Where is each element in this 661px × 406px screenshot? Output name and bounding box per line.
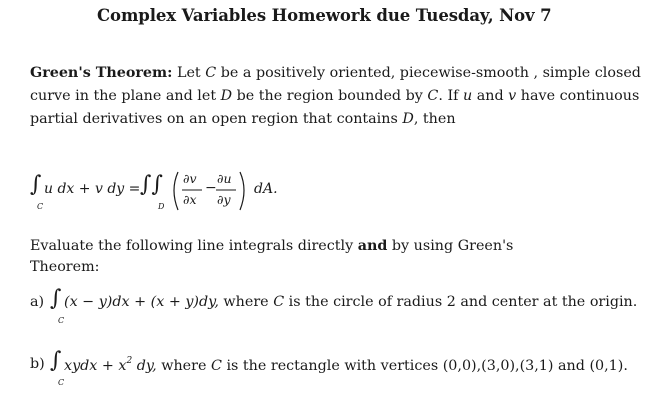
problem-a-integrand: (x − y)dx + (x + y)dy, — [64, 294, 219, 310]
var-c: C — [273, 294, 285, 310]
text: is the rectangle with vertices (0,0),(3,0),(3,1) and (0,1). — [221, 358, 628, 374]
formula-lhs-subscript: C — [37, 202, 44, 211]
var-c: C — [205, 65, 217, 81]
formula-da: dA. — [254, 181, 278, 197]
var-d: D — [402, 111, 414, 127]
problem-a — [30, 282, 650, 325]
formula-rhs-subscript: D — [158, 202, 165, 211]
fraction-1-numerator: ∂v — [183, 171, 197, 186]
page-title: Complex Variables Homework due Tuesday, Nov 7 — [97, 6, 552, 25]
text: be a positively oriented, piecewise-smooth , simple closed — [216, 65, 641, 81]
text: by using Green's — [387, 238, 514, 254]
evaluate-line-2: Theorem: — [30, 259, 100, 275]
problem-a-subscript: C — [58, 316, 65, 325]
problem-b-integrand — [64, 358, 157, 374]
fraction-1-denominator: ∂x — [183, 192, 197, 207]
evaluate-instructions — [30, 236, 513, 278]
fraction-2-denominator: ∂y — [217, 192, 231, 207]
text: partial derivatives on an open region that contains — [30, 111, 403, 127]
text: Evaluate the following line integrals directly — [30, 238, 358, 254]
var-c: C — [427, 88, 439, 104]
text: . If — [438, 88, 463, 104]
line-integral-sign: ∫ — [30, 172, 42, 197]
greens-theorem-heading: Green's Theorem: — [30, 65, 173, 81]
problem-a-text — [64, 294, 637, 310]
text: , then — [413, 111, 456, 127]
greens-theorem-statement — [30, 62, 640, 131]
formula-minus: − — [205, 180, 217, 196]
var-d: D — [220, 88, 233, 104]
var-v: v — [508, 88, 517, 104]
text: be the region bounded by — [232, 88, 428, 104]
evaluate-line-1 — [30, 236, 513, 257]
text: and — [472, 88, 509, 104]
greens-theorem-formula — [30, 166, 430, 216]
var-c: C — [210, 358, 222, 374]
problem-b-subscript: C — [58, 378, 65, 387]
problem-a-label: a) — [30, 294, 45, 310]
double-integral-sign: ∫∫ — [140, 172, 163, 197]
problem-b-text — [64, 356, 628, 374]
problem-b — [30, 344, 650, 387]
formula-lhs: u dx + v dy = — [44, 181, 141, 197]
line-integral-sign: ∫ — [50, 286, 62, 311]
text: is the circle of radius 2 and center at the origin. — [284, 294, 638, 310]
statement-line-3 — [30, 108, 640, 131]
var-u: u — [462, 88, 473, 104]
text: where — [156, 358, 211, 374]
problem-b-label: b) — [30, 356, 45, 372]
statement-line-2 — [30, 85, 640, 108]
fraction-2-numerator: ∂u — [217, 171, 232, 186]
text: dy, — [132, 358, 157, 374]
text: Let — [172, 65, 206, 81]
exponent: 2 — [126, 356, 133, 366]
text: where — [218, 294, 274, 310]
text: xydx + x — [64, 358, 127, 374]
text: have continuous — [516, 88, 640, 104]
statement-line-1 — [30, 62, 640, 85]
line-integral-sign: ∫ — [50, 348, 62, 373]
text: curve in the plane and let — [30, 88, 221, 104]
bold-and: and — [357, 238, 388, 254]
